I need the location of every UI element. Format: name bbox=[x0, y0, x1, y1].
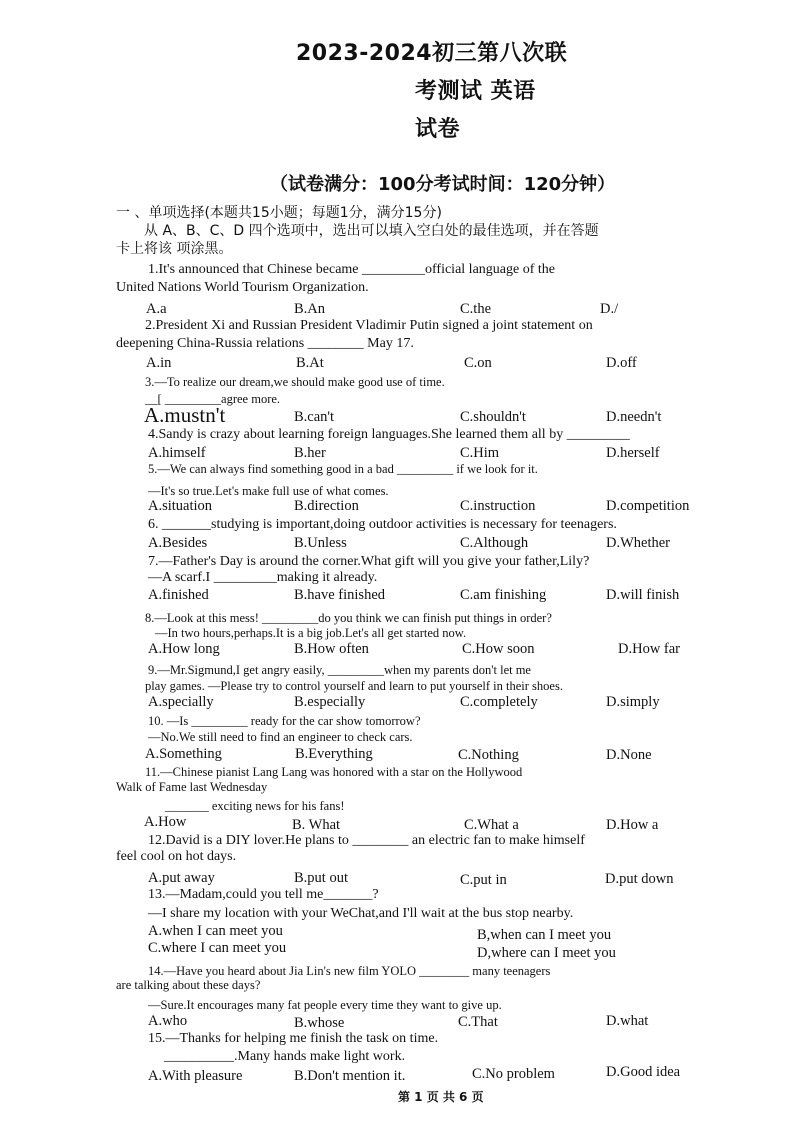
q12-option-c[interactable]: C.put in bbox=[460, 872, 507, 888]
q4-option-c[interactable]: C.Him bbox=[460, 445, 500, 461]
q8-option-d[interactable]: D.How far bbox=[618, 641, 681, 657]
q3-option-b[interactable]: B.can't bbox=[294, 409, 335, 425]
question-12-line-2: feel cool on hot days. bbox=[116, 849, 237, 864]
question-13-line-2: —I share my location with your WeChat,and I'll wait at the bus stop nearby. bbox=[148, 906, 574, 921]
q6-option-c[interactable]: C.Although bbox=[460, 535, 529, 551]
instruction-line-1: 从 A、B、C、D 四个选项中，选出可以填入空白处的最佳选项，并在答题 bbox=[144, 223, 599, 239]
q3-option-c[interactable]: C.shouldn't bbox=[460, 409, 526, 425]
question-11-line-1: 11.—Chinese pianist Lang Lang was honored with a star on the Hollywood bbox=[145, 765, 523, 779]
q5-option-d[interactable]: D.competition bbox=[606, 498, 690, 514]
q10-option-a[interactable]: A.Something bbox=[145, 746, 222, 762]
q6-option-b[interactable]: B.Unless bbox=[294, 535, 347, 551]
question-2-line-1: 2.President Xi and Russian President Vladimir Putin signed a joint statement on bbox=[145, 318, 593, 333]
q11-option-b[interactable]: B. What bbox=[292, 817, 341, 833]
q5-option-b[interactable]: B.direction bbox=[294, 498, 359, 514]
question-9-line-2: play games. —Please try to control yourself and learn to put yourself in their shoes. bbox=[145, 679, 563, 693]
question-12-line-1: 12.David is a DIY lover.He plans to ________ an electric fan to make himself bbox=[148, 833, 585, 848]
q13-option-c[interactable]: C.where I can meet you bbox=[148, 940, 287, 956]
question-10-line-2: —No.We still need to find an engineer to check cars. bbox=[148, 730, 413, 744]
question-14-line-3: —Sure.It encourages many fat people every time they want to give up. bbox=[148, 998, 502, 1012]
question-9-line-1: 9.—Mr.Sigmund,I get angry easily, _________when my parents don't let me bbox=[148, 663, 531, 677]
question-2-line-2: deepening China-Russia relations ________ May 17. bbox=[116, 336, 414, 351]
q2-option-a[interactable]: A.in bbox=[146, 355, 172, 371]
q4-option-d[interactable]: D.herself bbox=[606, 445, 660, 461]
q14-option-d[interactable]: D.what bbox=[606, 1013, 649, 1029]
question-11-line-3: _______ exciting news for his fans! bbox=[165, 799, 345, 813]
q4-option-a[interactable]: A.himself bbox=[148, 445, 206, 461]
q12-option-a[interactable]: A.put away bbox=[148, 870, 215, 886]
q7-option-a[interactable]: A.finished bbox=[148, 587, 209, 603]
question-14-line-1: 14.—Have you heard about Jia Lin's new film YOLO ________ many teenagers bbox=[148, 964, 551, 978]
question-8-line-2: —In two hours,perhaps.It is a big job.Let's all get started now. bbox=[155, 626, 467, 640]
q15-option-d[interactable]: D.Good idea bbox=[606, 1064, 681, 1080]
section-heading: 一 、单项选择(本题共15小题；每题1分，满分15分) bbox=[116, 205, 442, 221]
instruction-line-2: 卡上将该 项涂黑。 bbox=[116, 241, 233, 257]
q15-option-c[interactable]: C.No problem bbox=[472, 1066, 555, 1082]
q12-option-b[interactable]: B.put out bbox=[294, 870, 348, 886]
q3-option-a[interactable]: A.mustn't bbox=[144, 403, 226, 427]
title-line-2: 考测试 英语 bbox=[415, 79, 536, 104]
q12-option-d[interactable]: D.put down bbox=[605, 871, 674, 887]
question-1-line-2: United Nations World Tourism Organization. bbox=[116, 280, 369, 295]
q4-option-b[interactable]: B.her bbox=[294, 445, 326, 461]
q10-option-c[interactable]: C.Nothing bbox=[458, 747, 519, 763]
question-5-line-1: 5.—We can always find something good in a bad _________ if we look for it. bbox=[148, 462, 538, 476]
q1-option-d[interactable]: D./ bbox=[600, 301, 619, 317]
q14-option-a[interactable]: A.who bbox=[148, 1013, 188, 1029]
question-14-line-2: are talking about these days? bbox=[116, 978, 261, 992]
question-10-line-1: 10. —Is _________ ready for the car show tomorrow? bbox=[148, 714, 421, 728]
q5-option-a[interactable]: A.situation bbox=[148, 498, 213, 514]
q1-option-c[interactable]: C.the bbox=[460, 301, 492, 317]
q2-option-d[interactable]: D.off bbox=[606, 355, 637, 371]
q10-option-d[interactable]: D.None bbox=[606, 747, 652, 763]
question-11-line-2: Walk of Fame last Wednesday bbox=[116, 780, 268, 794]
q1-option-a[interactable]: A.a bbox=[146, 301, 167, 317]
q9-option-c[interactable]: C.completely bbox=[460, 694, 538, 710]
q10-option-b[interactable]: B.Everything bbox=[295, 746, 373, 762]
q11-option-c[interactable]: C.What a bbox=[464, 817, 519, 833]
question-6-line-1: 6. _______studying is important,doing outdoor activities is necessary for teenagers. bbox=[148, 517, 617, 532]
q11-option-a[interactable]: A.How bbox=[144, 814, 187, 830]
q3-option-d[interactable]: D.needn't bbox=[606, 409, 662, 425]
q13-option-d[interactable]: D,where can I meet you bbox=[477, 945, 616, 961]
q7-option-d[interactable]: D.will finish bbox=[606, 587, 680, 603]
title-line-1: 2023-2024初三第八次联 bbox=[296, 41, 568, 66]
question-7-line-2: —A scarf.I _________making it already. bbox=[148, 570, 378, 585]
question-15-line-1: 15.—Thanks for helping me finish the task on time. bbox=[148, 1031, 439, 1046]
q2-option-b[interactable]: B.At bbox=[296, 355, 324, 371]
q8-option-a[interactable]: A.How long bbox=[148, 641, 220, 657]
q5-option-c[interactable]: C.instruction bbox=[460, 498, 536, 514]
q14-option-b[interactable]: B.whose bbox=[294, 1015, 345, 1031]
score-info: （试卷满分：100分考试时间：120分钟） bbox=[270, 174, 616, 195]
q11-option-d[interactable]: D.How a bbox=[606, 817, 659, 833]
question-1-line-1: 1.It's announced that Chinese became _________official language of the bbox=[148, 262, 555, 277]
q6-option-d[interactable]: D.Whether bbox=[606, 535, 671, 551]
q8-option-b[interactable]: B.How often bbox=[294, 641, 369, 657]
question-15-line-2: __________.Many hands make light work. bbox=[164, 1049, 406, 1064]
q9-option-d[interactable]: D.simply bbox=[606, 694, 660, 710]
title-line-3: 试卷 bbox=[415, 117, 461, 142]
q8-option-c[interactable]: C.How soon bbox=[462, 641, 535, 657]
page-number: 第 1 页 共 6 页 bbox=[398, 1090, 484, 1104]
q1-option-b[interactable]: B.An bbox=[294, 301, 326, 317]
q14-option-c[interactable]: C.That bbox=[458, 1014, 498, 1030]
q13-option-a[interactable]: A.when I can meet you bbox=[148, 923, 283, 939]
q2-option-c[interactable]: C.on bbox=[464, 355, 492, 371]
question-3-line-2: __[ _________agree more. bbox=[145, 392, 281, 406]
q15-option-b[interactable]: B.Don't mention it. bbox=[294, 1068, 406, 1084]
question-8-line-1: 8.—Look at this mess! _________do you think we can finish put things in order? bbox=[145, 611, 552, 625]
question-5-line-2: —It's so true.Let's make full use of what comes. bbox=[148, 484, 389, 498]
question-4-line-1: 4.Sandy is crazy about learning foreign languages.She learned them all by _________ bbox=[148, 427, 630, 442]
q13-option-b[interactable]: B,when can I meet you bbox=[477, 927, 612, 943]
question-7-line-1: 7.—Father's Day is around the corner.What gift will you give your father,Lily? bbox=[148, 554, 590, 569]
q9-option-b[interactable]: B.especially bbox=[294, 694, 366, 710]
q15-option-a[interactable]: A.With pleasure bbox=[148, 1068, 243, 1084]
q7-option-b[interactable]: B.have finished bbox=[294, 587, 386, 603]
q7-option-c[interactable]: C.am finishing bbox=[460, 587, 547, 603]
question-3-line-1: 3.—To realize our dream,we should make good use of time. bbox=[145, 375, 445, 389]
q6-option-a[interactable]: A.Besides bbox=[148, 535, 208, 551]
question-13-line-1: 13.—Madam,could you tell me_______? bbox=[148, 887, 379, 902]
q9-option-a[interactable]: A.specially bbox=[148, 694, 214, 710]
